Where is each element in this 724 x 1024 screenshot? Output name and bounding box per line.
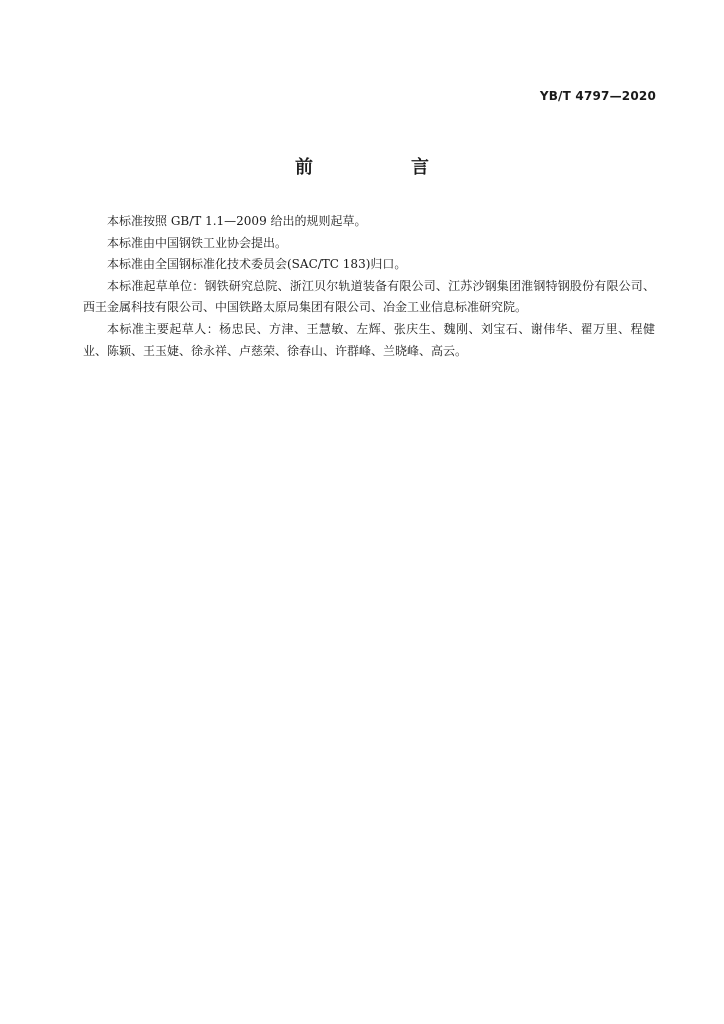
paragraph-drafting-units: 本标准起草单位：钢铁研究总院、浙江贝尔轨道装备有限公司、江苏沙钢集团淮钢特钢股份有限公司、西王金属科技有限公司、中国铁路太原局集团有限公司、冶金工业信息标准研究院。 xyxy=(83,278,655,315)
paragraph-drafting-rules: 本标准按照 GB/T 1.1—2009 给出的规则起草。 xyxy=(107,214,367,228)
paragraph-committee: 本标准由全国钢标准化技术委员会(SAC/TC 183)归口。 xyxy=(107,257,407,272)
paragraph-proposer: 本标准由中国钢铁工业协会提出。 xyxy=(107,235,288,250)
paragraph-drafters: 本标准主要起草人：杨忠民、方津、王慧敏、左辉、张庆生、魏刚、刘宝石、谢伟华、翟万里、程健业、陈颖、王玉婕、徐永祥、卢慈荣、徐春山、许群峰、兰晓峰、高云。 xyxy=(83,321,655,358)
standard-code: YB/T 4797—2020 xyxy=(539,89,656,103)
page-title: 前 言 xyxy=(295,157,469,178)
document-body xyxy=(83,211,655,362)
